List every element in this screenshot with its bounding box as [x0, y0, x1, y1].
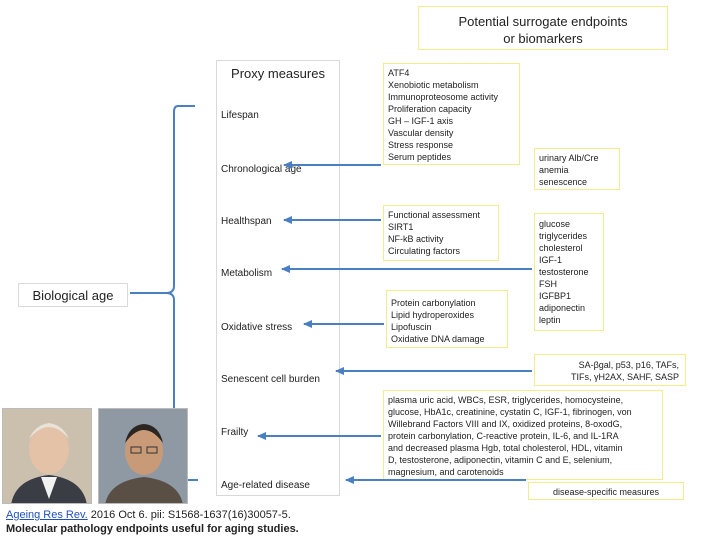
proxy-healthspan: Healthspan [221, 216, 272, 227]
author-photo-1 [2, 408, 92, 504]
marker: FSH [539, 279, 557, 289]
marker: GH – IGF-1 axis [388, 116, 454, 126]
biological-age-label: Biological age [32, 288, 114, 303]
marker: leptin [539, 315, 561, 325]
marker: Proliferation capacity [388, 104, 472, 114]
marker: anemia [539, 165, 569, 175]
marker: Functional assessment [388, 210, 481, 220]
marker: senescence [539, 177, 588, 187]
citation-line [6, 509, 291, 521]
marker: Vascular density [388, 128, 454, 138]
proxy-age-related-disease: Age-related disease [221, 480, 310, 491]
marker: Lipid hydroperoxides [391, 310, 475, 320]
header-line-2: or biomarkers [503, 31, 583, 46]
marker: SIRT1 [388, 222, 414, 232]
marker: Immunoproteosome activity [388, 92, 499, 102]
author-photo-2 [98, 408, 188, 504]
marker: Xenobiotic metabolism [388, 80, 479, 90]
marker: Serum peptides [388, 152, 452, 162]
marker: Protein carbonylation [391, 298, 476, 308]
proxy-chronological-age: Chronological age [221, 164, 302, 175]
marker: and decreased plasma Hgb, total cholesterol, HDL, vitamin [388, 443, 623, 453]
marker: Stress response [388, 140, 454, 150]
marker: IGF-1 [539, 255, 563, 265]
marker: triglycerides [539, 231, 588, 241]
marker: testosterone [539, 267, 589, 277]
marker: protein carbonylation, C-reactive protein, IL-6, and IL-1RA [388, 431, 619, 441]
marker: SA-βgal, p53, p16, TAFs, [578, 360, 679, 370]
citation-title: Molecular pathology endpoints useful for aging studies. [6, 523, 299, 535]
marker: NF-kB activity [388, 234, 444, 244]
marker: plasma uric acid, WBCs, ESR, triglycerides, homocysteine, [388, 395, 624, 405]
citation-journal-link[interactable]: Ageing Res Rev. [6, 509, 88, 521]
marker: Lipofuscin [391, 322, 432, 332]
marker: magnesium, and carotenoids [388, 467, 504, 477]
marker: adiponectin [539, 303, 586, 313]
marker: Oxidative DNA damage [391, 334, 485, 344]
marker: Willebrand Factors VIII and IX, oxidized proteins, 8-oxodG, [388, 419, 623, 429]
marker: glucose [539, 219, 571, 229]
header-line-1: Potential surrogate endpoints [458, 14, 628, 29]
proxy-measures-title: Proxy measures [231, 66, 325, 81]
marker: IGFBP1 [539, 291, 572, 301]
proxy-lifespan: Lifespan [221, 110, 259, 121]
proxy-frailty: Frailty [221, 427, 249, 438]
marker: Circulating factors [388, 246, 461, 256]
marker: glucose, HbA1c, creatinine, cystatin C, IGF-1, fibrinogen, von [388, 407, 632, 417]
proxy-oxidative-stress: Oxidative stress [221, 322, 293, 333]
citation-details: 2016 Oct 6. pii: S1568-1637(16)30057-5. [87, 509, 291, 521]
disease-markers-label: disease-specific measures [552, 487, 660, 497]
marker: cholesterol [539, 243, 583, 253]
proxy-metabolism: Metabolism [221, 268, 273, 279]
marker: urinary Alb/Cre [539, 153, 599, 163]
proxy-senescent-cell-burden: Senescent cell burden [221, 374, 320, 385]
marker: D, testosterone, adiponectin, vitamin C and E, selenium, [388, 455, 613, 465]
marker: ATF4 [388, 68, 410, 78]
marker: TIFs, γH2AX, SAHF, SASP [570, 372, 679, 382]
